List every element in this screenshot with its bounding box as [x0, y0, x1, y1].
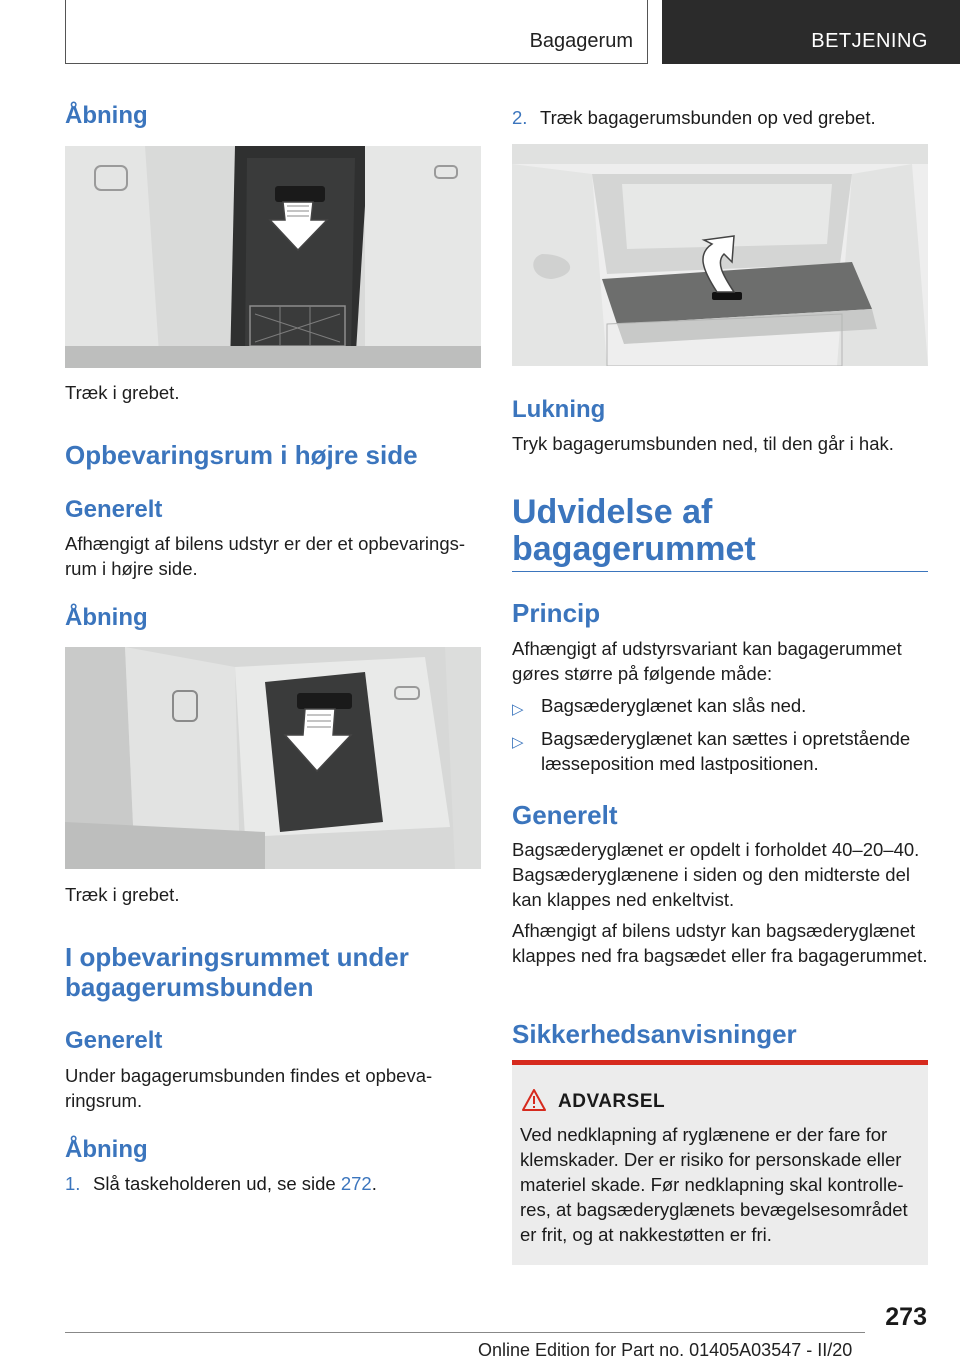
step-2-text: Træk bagagerumsbunden op ved grebet.: [540, 107, 876, 128]
figure-storage-pull-1: [65, 146, 481, 368]
page-number: 273: [885, 1303, 927, 1331]
warning-box: [512, 1060, 928, 1265]
caption-1: Træk i grebet.: [65, 382, 180, 403]
heading-safety: Sikkerhedsanvisninger: [512, 1019, 797, 1049]
figure-cargo-floor: [512, 144, 928, 366]
caption-2: Træk i grebet.: [65, 884, 180, 905]
heading-underline: [512, 571, 928, 572]
heading-open-2: Åbning: [65, 604, 148, 631]
bullet-triangle-icon: ▷: [512, 701, 524, 718]
step-2: [512, 105, 928, 130]
heading-storage-under: I opbevaringsrummet under bagagerumsbunden: [65, 942, 409, 1002]
footer-rule: [65, 1332, 865, 1333]
warning-triangle-icon: [522, 1089, 546, 1111]
header-chapter-box: [662, 0, 960, 64]
header-section-title: Bagagerum: [529, 30, 633, 52]
heading-general-1: Generelt: [65, 496, 163, 523]
warning-text: Ved nedklapning af ryglænene er der fare for klemskader. Der er risiko for personskade eller materiel skade. Før nedklapning skal kontrolleres, at bagsæderyglænets bevægelsesområdet er frit, og at nakkestøtten er fri.: [520, 1124, 908, 1245]
paragraph-general-1: Afhængigt af bilens udstyr er der et opbevaringsrum i højre side.: [65, 533, 466, 579]
paragraph-general-b: Afhængigt af bilens udstyr kan bagsæderyglænet klappes ned fra bagsædet eller fra bagagerummet.: [512, 920, 928, 966]
paragraph-general-2: Under bagagerumsbunden findes et opbevaringsrum.: [65, 1065, 433, 1111]
heading-general-right: Generelt: [512, 800, 618, 830]
cargo-floor-illustration: [512, 144, 928, 366]
storage-illustration-2: [65, 647, 481, 869]
paragraph-closing: Tryk bagagerumsbunden ned, til den går i hak.: [512, 433, 894, 454]
header-chapter-title: BETJENING: [811, 30, 928, 52]
warning-title: ADVARSEL: [558, 1091, 666, 1112]
footer-edition: Online Edition for Part no. 01405A03547 - II/20: [478, 1340, 853, 1360]
step-1-end: .: [371, 1173, 377, 1194]
figure-storage-pull-2: [65, 647, 481, 869]
heading-open-3: Åbning: [65, 1136, 148, 1163]
page-link-272[interactable]: 272: [340, 1173, 372, 1194]
heading-storage-right: Opbevaringsrum i højre side: [65, 440, 418, 470]
storage-illustration-1: [65, 146, 481, 368]
step-2-number: 2.: [512, 107, 528, 128]
step-1: [65, 1171, 481, 1196]
step-1-number: 1.: [65, 1173, 81, 1194]
heading-general-2: Generelt: [65, 1027, 163, 1054]
heading-closing: Lukning: [512, 396, 606, 423]
heading-open-1: Åbning: [65, 102, 148, 129]
step-1-text: Slå taskeholderen ud, se side: [93, 1173, 341, 1194]
bullet-text-2: Bagsæderyglænet kan sættes i opretstående læsseposition med lastpositionen.: [541, 728, 911, 774]
heading-expand-cargo: Udvidelse af bagagerummet: [512, 493, 756, 568]
bullet-triangle-icon: ▷: [512, 734, 524, 751]
header-section-box: [65, 0, 648, 64]
bullet-text-1: Bagsæderyglænet kan slås ned.: [541, 695, 807, 716]
heading-principle: Princip: [512, 598, 601, 628]
paragraph-general-a: Bagsæderyglænet er opdelt i forholdet 40–20–40. Bagsæderyglænene i siden og den midterste del kan klappes ned enkeltvist.: [512, 839, 920, 910]
paragraph-principle: Afhængigt af udstyrsvariant kan bagagerummet gøres større på følgende måde:: [512, 638, 902, 684]
